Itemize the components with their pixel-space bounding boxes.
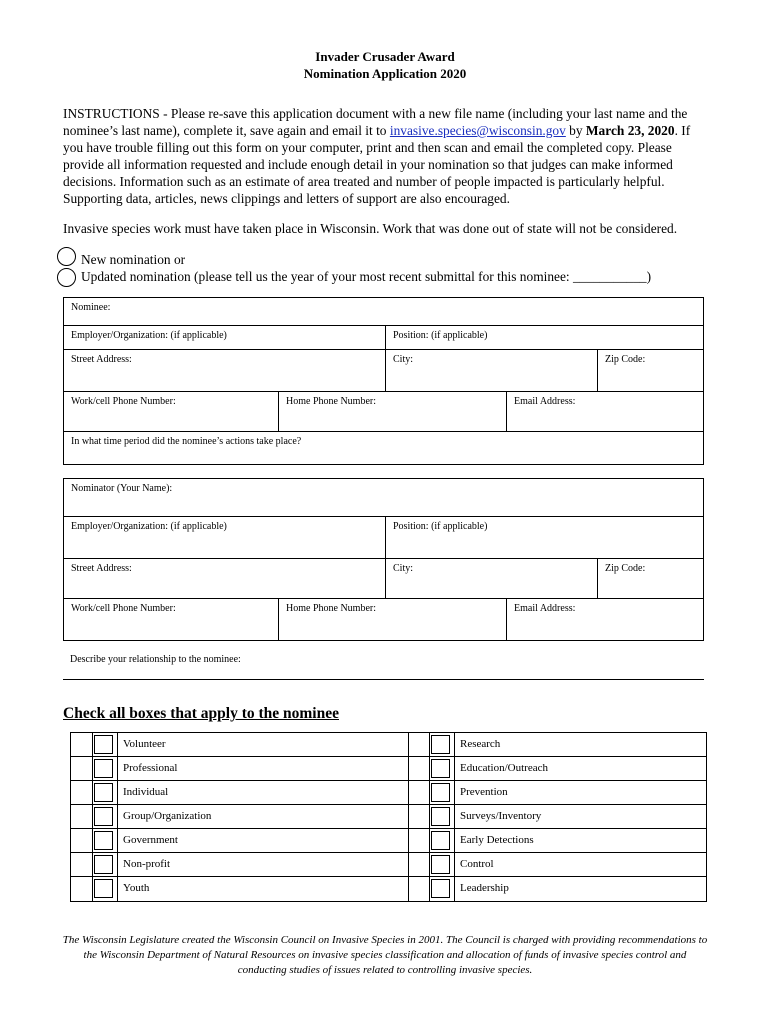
- instructions: [63, 105, 708, 207]
- nominee-work-phone-field[interactable]: [64, 392, 278, 431]
- early-detections-checkbox[interactable]: [431, 831, 450, 850]
- checkbox-label: Prevention: [460, 786, 508, 798]
- nominee-label: Nominee:: [71, 302, 111, 313]
- nominee-street-label: Street Address:: [71, 354, 132, 365]
- table-row: [71, 805, 706, 829]
- nominator-street-label: Street Address:: [71, 563, 132, 574]
- nominee-home-phone-label: Home Phone Number:: [286, 396, 376, 407]
- nominee-employer-row: [64, 326, 703, 350]
- relationship-input-line[interactable]: [63, 679, 704, 680]
- instructions-by: by: [565, 123, 586, 138]
- leadership-checkbox[interactable]: [431, 879, 450, 898]
- nominator-employer-label: Employer/Organization: (if applicable): [71, 521, 227, 532]
- footer-note: The Wisconsin Legislature created the Wisconsin Council on Invasive Species in 2001. The Council is charged with providing recommendations to the Wisconsin Department of Natural Resources on invasive species classification and allocation of funds of invasive species control and conducting studies of issues related to controlling invasive species.: [62, 934, 708, 976]
- table-row: [71, 781, 706, 805]
- professional-checkbox[interactable]: [94, 759, 113, 778]
- nominator-phone-row: [64, 599, 703, 640]
- nominator-position-field[interactable]: [385, 517, 703, 558]
- table-row: [71, 877, 706, 901]
- nominee-work-phone-label: Work/cell Phone Number:: [71, 396, 176, 407]
- nominator-zip-label: Zip Code:: [605, 563, 646, 574]
- nominee-position-label: Position: (if applicable): [393, 330, 488, 341]
- nominee-row[interactable]: [64, 298, 703, 326]
- updated-nomination-label: Updated nomination (please tell us the year of your most recent submittal for this nominee: ___________): [81, 269, 652, 284]
- checkbox-label: Surveys/Inventory: [460, 810, 542, 822]
- surveys-inventory-checkbox[interactable]: [431, 807, 450, 826]
- nominator-work-phone-field[interactable]: [64, 599, 278, 640]
- nominee-form: [63, 297, 704, 465]
- checkbox-label: Education/Outreach: [460, 762, 548, 774]
- individual-checkbox[interactable]: [94, 783, 113, 802]
- checkbox-label: Research: [460, 738, 501, 750]
- government-checkbox[interactable]: [94, 831, 113, 850]
- research-checkbox[interactable]: [431, 735, 450, 754]
- checkbox-label: Volunteer: [123, 738, 166, 750]
- youth-checkbox[interactable]: [94, 879, 113, 898]
- checkbox-label: Professional: [123, 762, 178, 774]
- nominator-zip-field[interactable]: [597, 559, 703, 598]
- nominee-phone-row: [64, 392, 703, 432]
- nominator-address-row: [64, 559, 703, 599]
- instructions-lead: INSTRUCTIONS - Please re-save this application document with a new file name (including your last name and the nominee’s last name), complete it, save again and email it to: [63, 106, 688, 138]
- nominee-employer-field[interactable]: [64, 326, 385, 349]
- nominee-city-label: City:: [393, 354, 414, 365]
- nominator-city-label: City:: [393, 563, 414, 574]
- nominee-zip-label: Zip Code:: [605, 354, 646, 365]
- nominee-city-field[interactable]: [385, 350, 597, 391]
- new-nomination-label: New nomination or: [81, 252, 186, 267]
- nominee-home-phone-field[interactable]: [278, 392, 506, 431]
- checkbox-label: Individual: [123, 786, 169, 798]
- control-checkbox[interactable]: [431, 855, 450, 874]
- nominee-zip-field[interactable]: [597, 350, 703, 391]
- table-row: [71, 757, 706, 781]
- nominator-work-phone-label: Work/cell Phone Number:: [71, 603, 176, 614]
- wisconsin-note: Invasive species work must have taken place in Wisconsin. Work that was done out of state will not be considered.: [63, 221, 678, 236]
- prevention-checkbox[interactable]: [431, 783, 450, 802]
- nominator-city-field[interactable]: [385, 559, 597, 598]
- checkbox-table: [70, 732, 707, 902]
- new-nomination-radio[interactable]: [57, 247, 76, 266]
- deadline: March 23, 2020: [585, 123, 675, 138]
- nominee-time-label: In what time period did the nominee’s actions take place?: [71, 436, 302, 447]
- education-outreach-checkbox[interactable]: [431, 759, 450, 778]
- instructions-rest: . If you have trouble filling out this form on your computer, print and then scan and email the completed copy. Please provide all information requested and include enough detail in your nomination so that judges can make informed decisions. Information such as an estimate of area treated and number of people impacted is particularly helpful. Supporting data, articles, news clippings and letters of support are also encouraged.: [63, 123, 691, 206]
- nominator-row[interactable]: [64, 479, 703, 517]
- nominator-form: [63, 478, 704, 641]
- nominator-position-label: Position: (if applicable): [393, 521, 488, 532]
- nominator-home-phone-field[interactable]: [278, 599, 506, 640]
- nominator-employer-field[interactable]: [64, 517, 385, 558]
- nominator-label: Nominator (Your Name):: [71, 483, 173, 494]
- volunteer-checkbox[interactable]: [94, 735, 113, 754]
- nominator-email-label: Email Address:: [514, 603, 576, 614]
- table-row: [71, 853, 706, 877]
- nominee-position-field[interactable]: [385, 326, 703, 349]
- group-organization-checkbox[interactable]: [94, 807, 113, 826]
- non-profit-checkbox[interactable]: [94, 855, 113, 874]
- nominee-email-label: Email Address:: [514, 396, 576, 407]
- nominee-email-field[interactable]: [506, 392, 703, 431]
- checkbox-label: Leadership: [460, 882, 509, 894]
- nominee-address-row: [64, 350, 703, 392]
- checkbox-heading: Check all boxes that apply to the nominee: [63, 705, 339, 722]
- checkbox-label: Early Detections: [460, 834, 534, 846]
- nominee-street-field[interactable]: [64, 350, 385, 391]
- email-link[interactable]: invasive.species@wisconsin.gov: [389, 123, 566, 138]
- checkbox-label: Youth: [123, 882, 150, 894]
- nominator-email-field[interactable]: [506, 599, 703, 640]
- nominator-employer-row: [64, 517, 703, 559]
- table-row: [71, 829, 706, 853]
- checkbox-label: Control: [460, 858, 494, 870]
- table-row: [71, 733, 706, 757]
- nominator-street-field[interactable]: [64, 559, 385, 598]
- page-title: Invader Crusader Award: [315, 49, 455, 64]
- nominator-home-phone-label: Home Phone Number:: [286, 603, 376, 614]
- checkbox-label: Government: [123, 834, 178, 846]
- relationship-label: Describe your relationship to the nominee:: [70, 654, 241, 665]
- nominee-time-row[interactable]: [64, 432, 703, 464]
- checkbox-label: Non-profit: [123, 858, 171, 870]
- checkbox-label: Group/Organization: [123, 810, 212, 822]
- updated-nomination-radio[interactable]: [57, 268, 76, 287]
- nominee-employer-label: Employer/Organization: (if applicable): [71, 330, 227, 341]
- page-subtitle: Nomination Application 2020: [303, 66, 467, 81]
